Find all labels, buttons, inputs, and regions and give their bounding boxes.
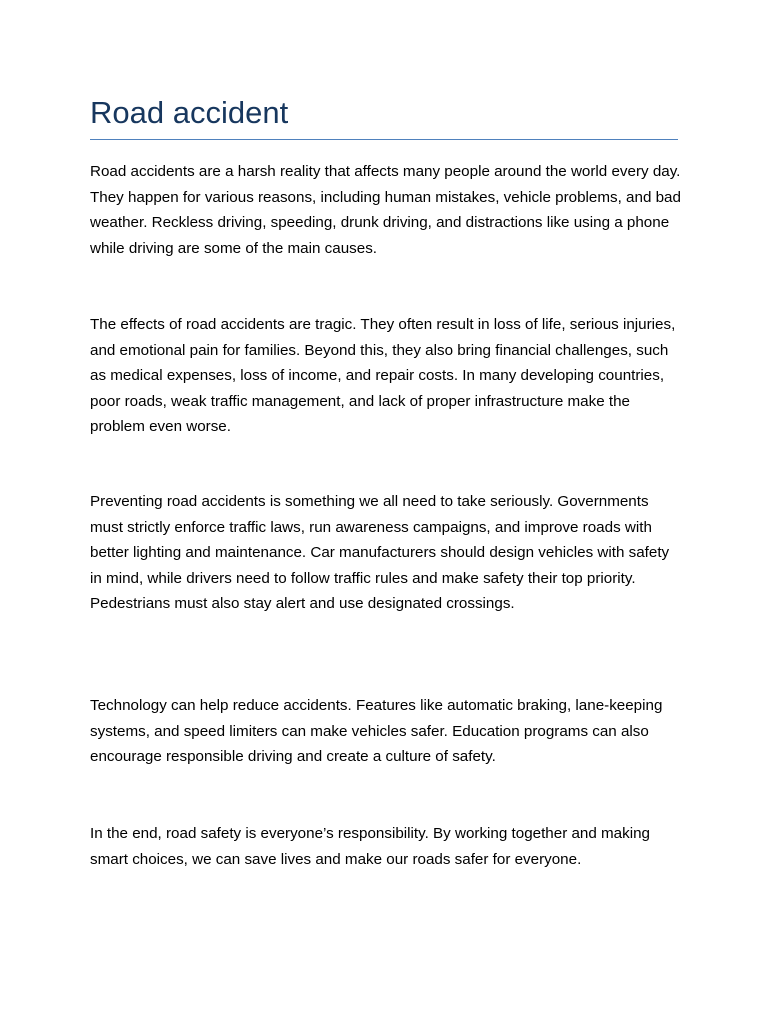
paragraph-causes: Road accidents are a harsh reality that affects many people around the world every day. They happen for various reasons, including human mistakes, vehicle problems, and bad weather. Reckless driving, speeding, drunk driving, and distractions like using a phone while driving are some of the main causes.: [90, 163, 681, 257]
paragraph-technology: Technology can help reduce accidents. Features like automatic braking, lane-keeping systems, and speed limiters can make vehicles safer. Education programs can also encourage responsible driving and create a culture of safety.: [90, 697, 663, 766]
document-title: Road accident: [90, 95, 289, 130]
paragraph-effects: The effects of road accidents are tragic. They often result in loss of life, serious injuries, and emotional pain for families. Beyond this, they also bring financial challenges, such as medical expenses, loss of income, and repair costs. In many developing countries, poor roads, weak traffic management, and lack of proper infrastructure make the problem even worse.: [90, 316, 676, 436]
paragraph-conclusion: In the end, road safety is everyone’s responsibility. By working together and making smart choices, we can save lives and make our roads safer for everyone.: [90, 825, 650, 868]
title-underline-rule: [90, 139, 678, 140]
paragraph-prevention: Preventing road accidents is something we all need to take seriously. Governments must strictly enforce traffic laws, run awareness campaigns, and improve roads with better lighting and maintenance. Car manufacturers should design vehicles with safety in mind, while drivers need to follow traffic rules and make safety their top priority. Pedestrians must also stay alert and use designated crossings.: [90, 493, 670, 613]
